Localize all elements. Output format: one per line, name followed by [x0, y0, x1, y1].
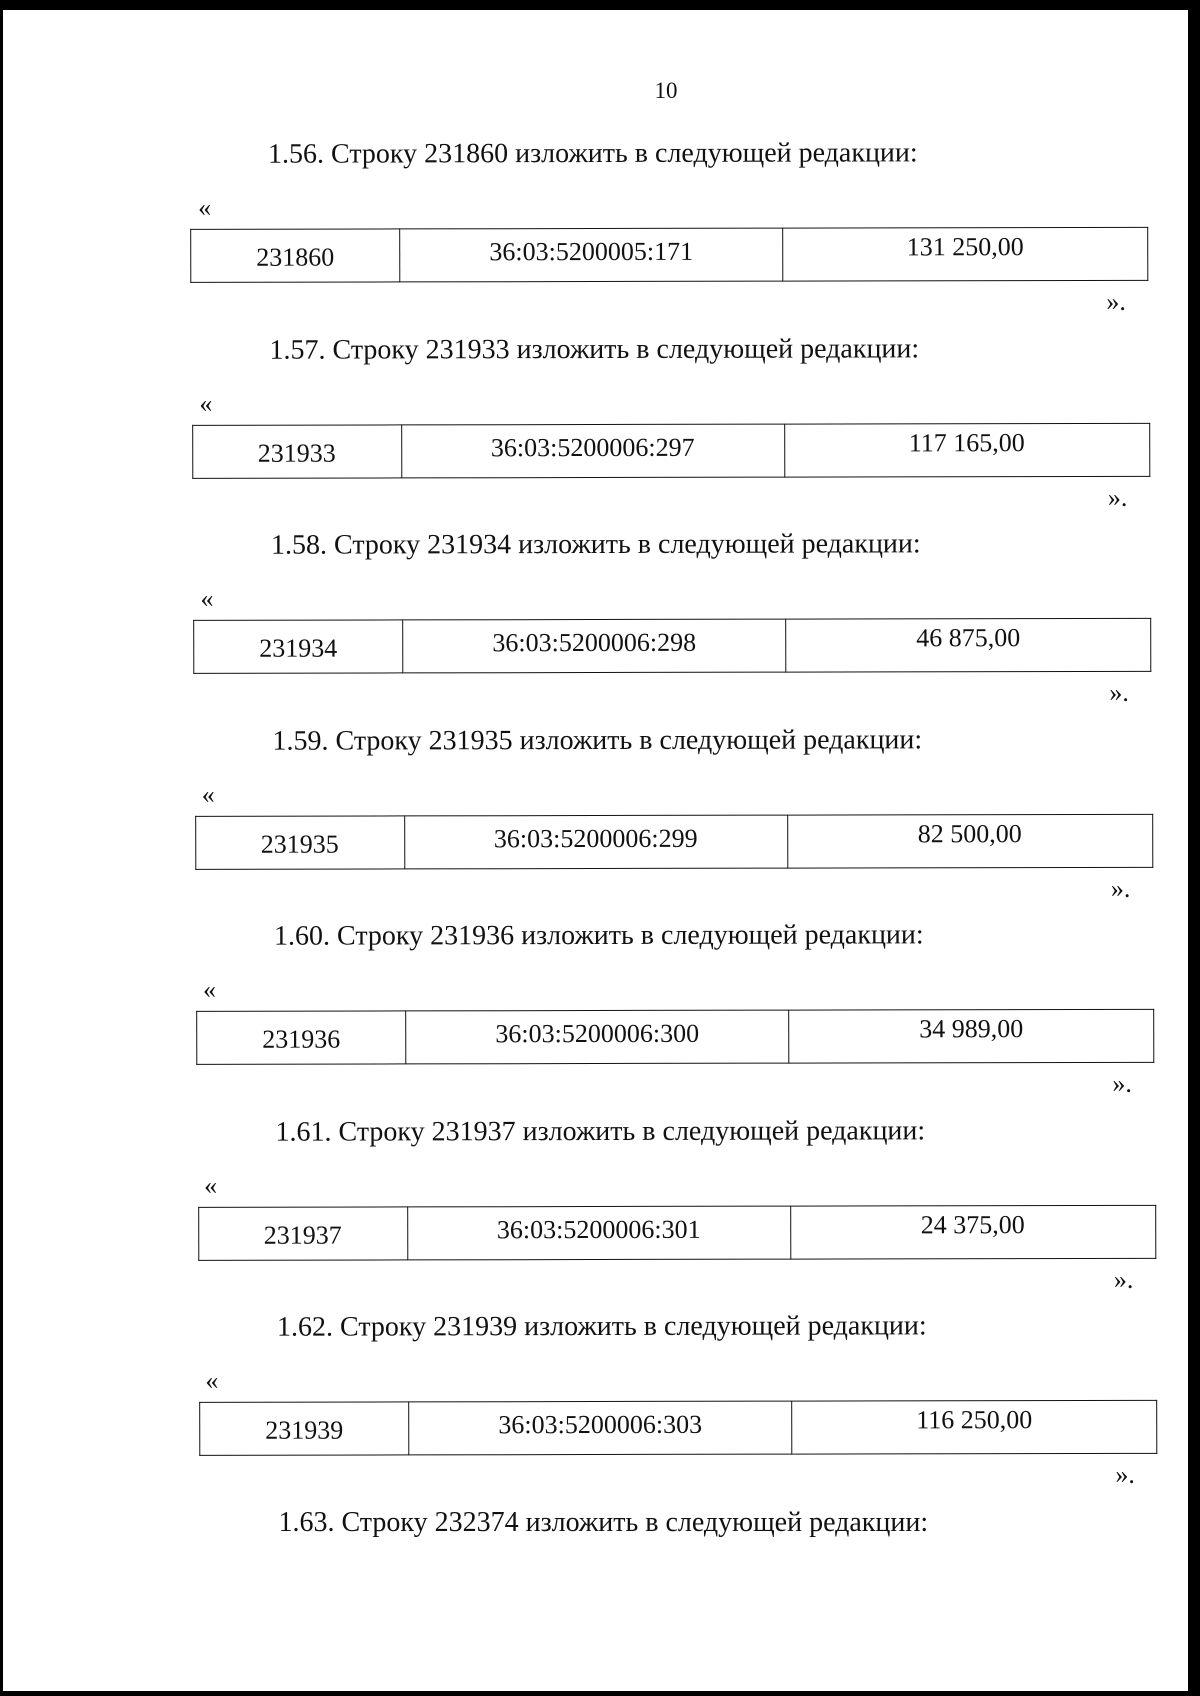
amendment-section [0, 724, 1200, 903]
cadastral-number-cell: 36:03:5200006:299 [404, 815, 787, 869]
cadastral-number-cell: 36:03:5200006:297 [401, 424, 784, 478]
cadastral-number-cell: 36:03:5200006:303 [409, 1401, 792, 1455]
cadastral-number-cell: 36:03:5200006:300 [406, 1010, 789, 1064]
closing-quote: ». [1109, 677, 1129, 707]
row-code-cell: 231933 [192, 425, 401, 478]
value-cell: 131 250,00 [783, 227, 1148, 281]
row-table [199, 1400, 1157, 1456]
row-code-cell: 231936 [197, 1011, 406, 1064]
table-row [197, 1009, 1154, 1064]
closing-quote: ». [1107, 482, 1128, 512]
closing-quote: ». [1110, 873, 1131, 903]
amendment-heading: 1.59. Строку 231935 изложить в следующей редакции: [272, 724, 923, 757]
table-row [194, 618, 1151, 673]
cadastral-number-cell: 36:03:5200006:301 [407, 1206, 790, 1260]
cadastral-number-cell: 36:03:5200006:298 [403, 619, 786, 673]
opening-quote: « [200, 583, 214, 613]
closing-quote: ». [1113, 1264, 1134, 1294]
table-row [200, 1400, 1157, 1455]
table-row [192, 423, 1149, 478]
value-cell: 116 250,00 [792, 1400, 1157, 1454]
amendment-section [0, 528, 1200, 707]
amendment-heading: 1.60. Строку 231936 изложить в следующей редакции: [274, 919, 924, 952]
opening-quote: « [204, 1170, 218, 1200]
table-row [195, 814, 1152, 869]
row-table [198, 1205, 1156, 1261]
table-row [191, 227, 1148, 282]
amendment-heading: 1.57. Строку 231933 изложить в следующей редакции: [269, 333, 920, 366]
closing-quote: ». [1112, 1068, 1132, 1098]
row-code-cell: 231939 [200, 1402, 409, 1455]
opening-quote: « [205, 1365, 219, 1395]
amendment-heading: 1.62. Строку 231939 изложить в следующей редакции: [277, 1310, 927, 1343]
amendment-heading: 1.58. Строку 231934 изложить в следующей редакции: [271, 528, 921, 561]
value-cell: 117 165,00 [784, 423, 1149, 477]
row-code-cell: 231935 [195, 816, 404, 869]
row-code-cell: 231934 [194, 620, 403, 673]
value-cell: 24 375,00 [790, 1205, 1155, 1259]
opening-quote: « [202, 974, 216, 1004]
closing-quote: ». [1106, 286, 1126, 316]
row-table [190, 227, 1148, 283]
opening-quote: « [199, 388, 213, 418]
opening-quote: « [201, 779, 215, 809]
amendment-heading: 1.63. Строку 232374 изложить в следующей редакции: [278, 1507, 929, 1538]
row-table [195, 814, 1153, 870]
value-cell: 34 989,00 [789, 1009, 1154, 1063]
value-cell: 46 875,00 [786, 618, 1151, 672]
amendment-heading: 1.56. Строку 231860 изложить в следующей редакции: [268, 137, 918, 170]
row-table [196, 1009, 1154, 1065]
amendment-section [0, 333, 1200, 512]
page-number: 10 [654, 78, 678, 103]
opening-quote: « [198, 192, 212, 222]
row-table [193, 618, 1151, 674]
cadastral-number-cell: 36:03:5200005:171 [400, 228, 783, 282]
amendment-section [0, 919, 1200, 1098]
row-code-cell: 231860 [191, 229, 400, 282]
row-table [192, 423, 1150, 479]
row-code-cell: 231937 [198, 1207, 407, 1260]
amendment-section [0, 137, 1200, 316]
amendment-section [0, 1310, 1200, 1489]
amendment-heading: 1.61. Строку 231937 изложить в следующей редакции: [275, 1115, 926, 1148]
table-row [198, 1205, 1155, 1260]
closing-quote: ». [1115, 1459, 1135, 1489]
value-cell: 82 500,00 [787, 814, 1152, 868]
amendment-section [0, 1115, 1200, 1294]
